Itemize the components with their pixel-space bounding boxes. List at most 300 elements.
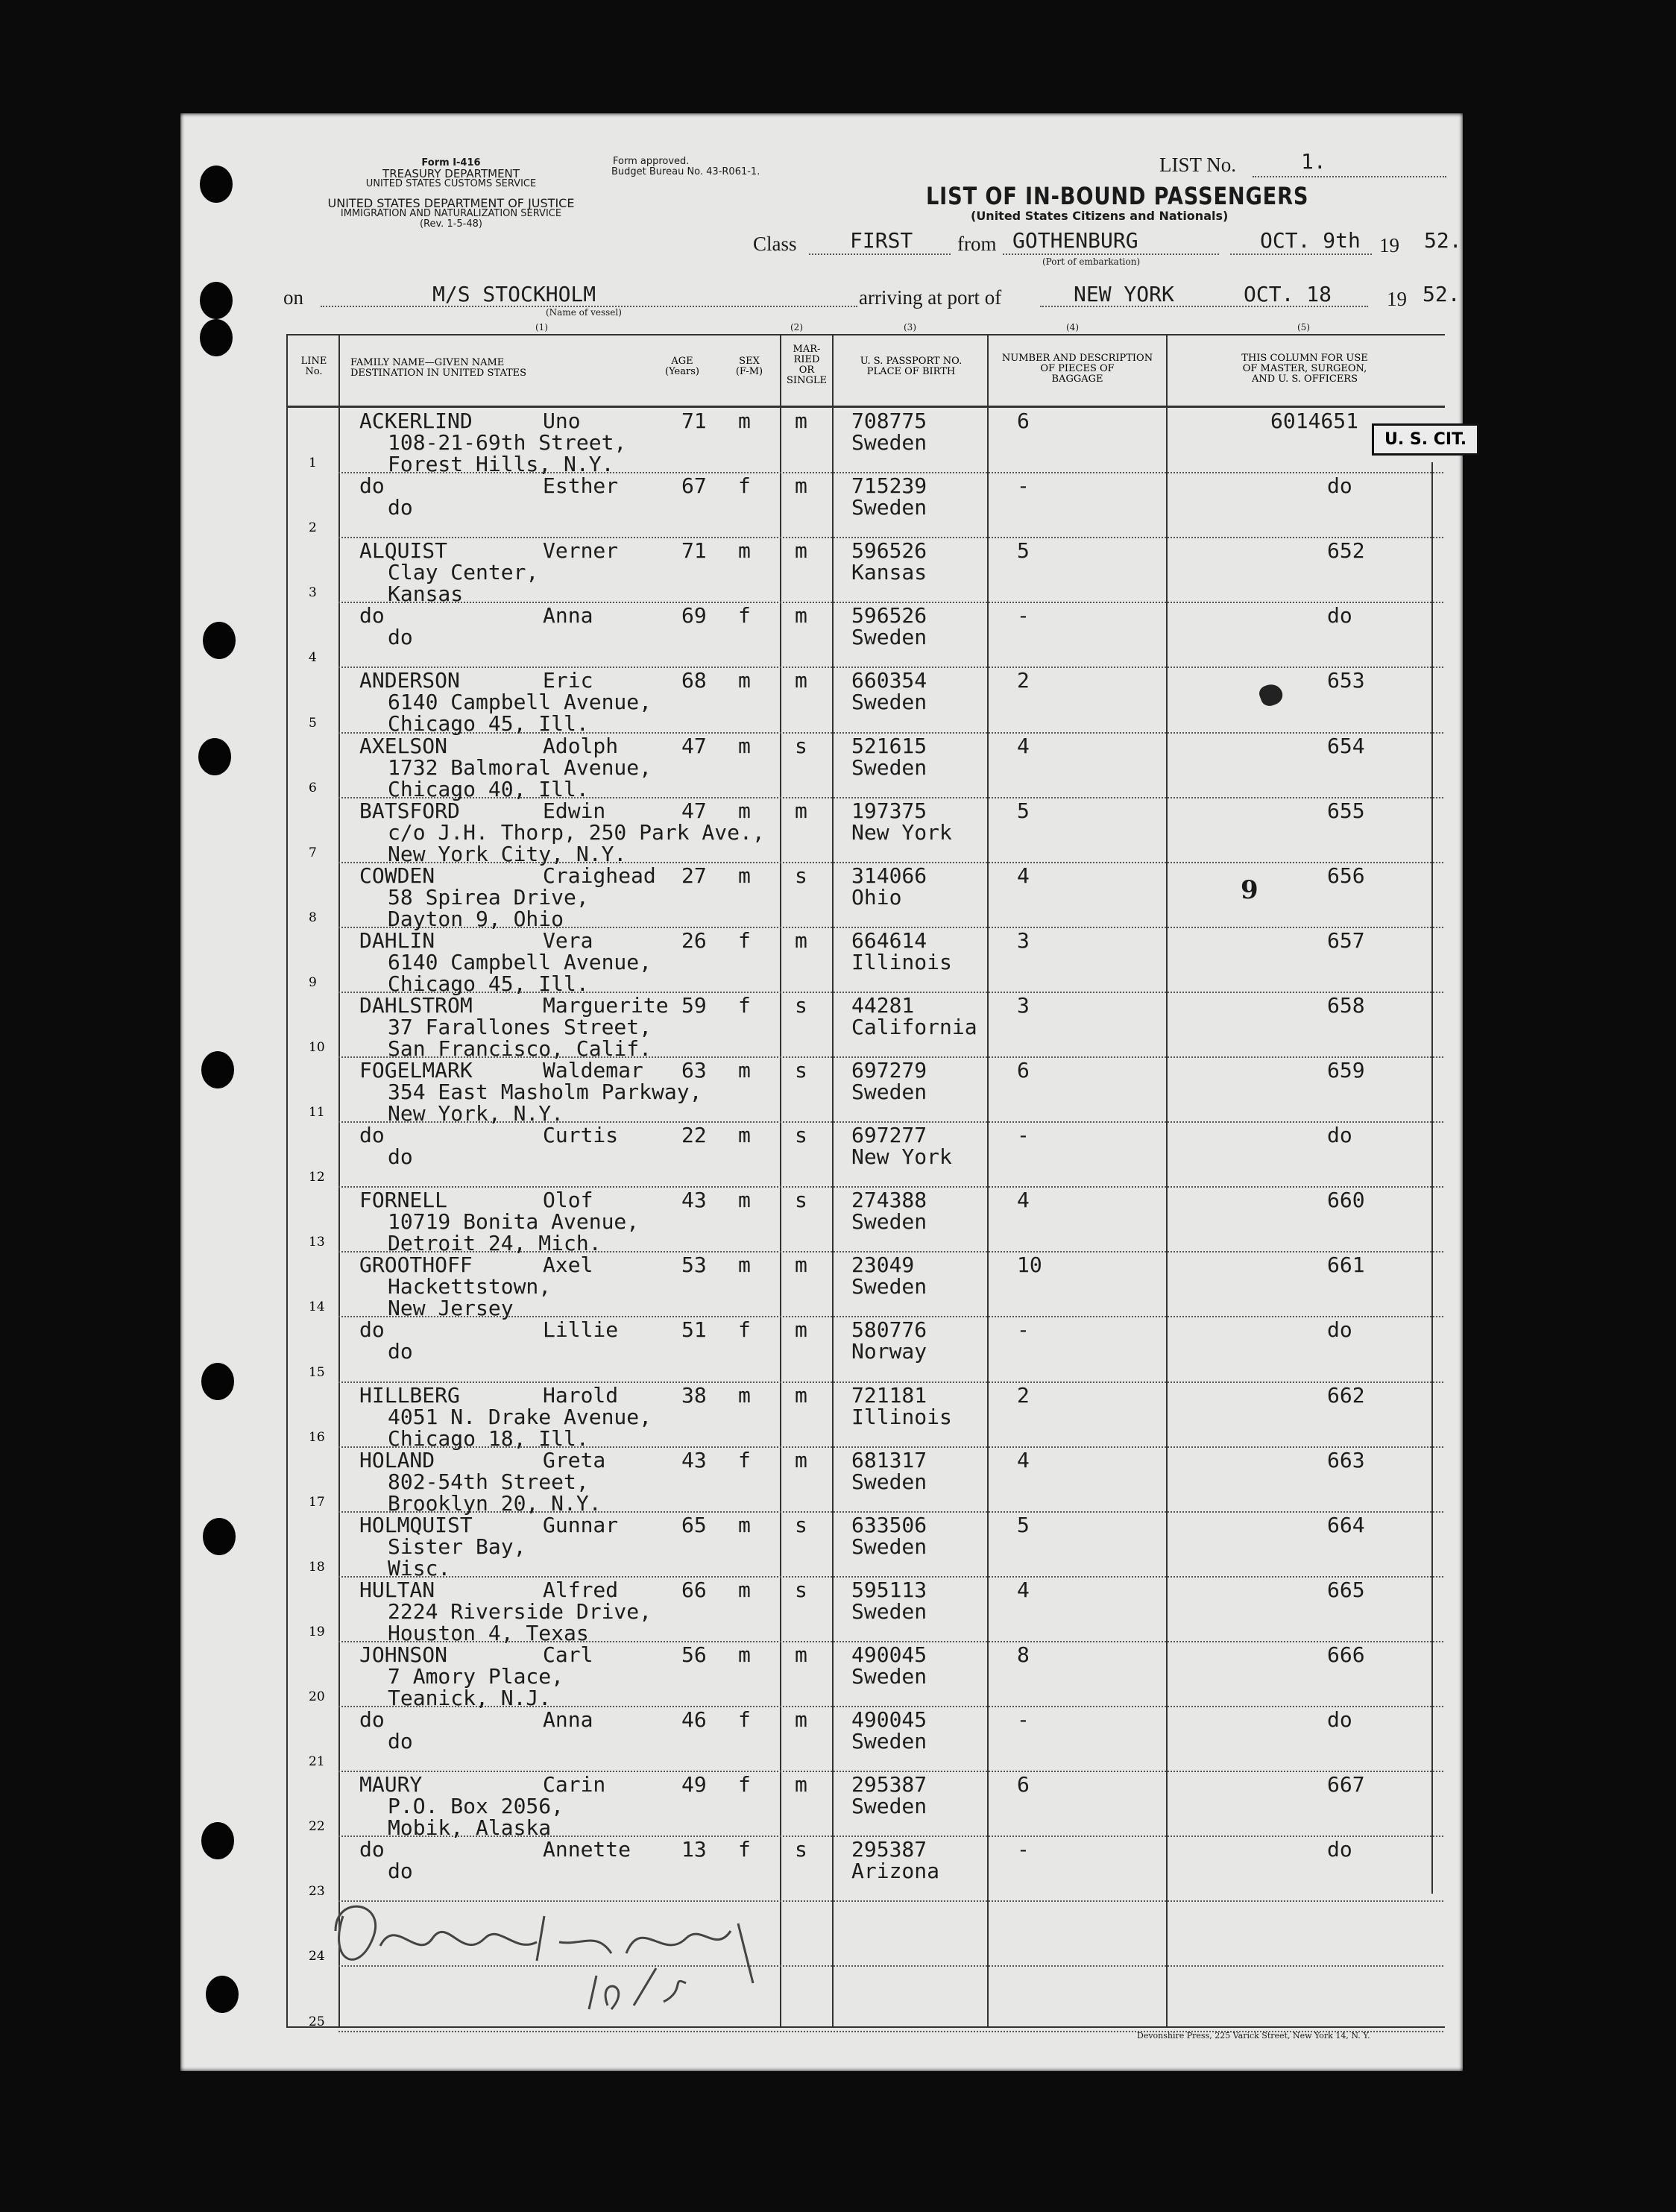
header-rule: [288, 406, 1445, 408]
col-header-passport: [839, 356, 983, 377]
col-divider: [780, 334, 781, 2026]
passenger-baggage: -: [1017, 1707, 1030, 1732]
line-number: 2: [309, 520, 317, 536]
passenger-age: 63: [681, 1058, 707, 1083]
passenger-age: 53: [681, 1252, 707, 1278]
col-header-married: [783, 344, 831, 386]
passenger-sex: m: [738, 1252, 751, 1278]
passenger-baggage: 2: [1017, 1382, 1030, 1408]
passenger-birthplace: New York: [851, 819, 952, 845]
approval-block: [611, 157, 760, 177]
passenger-given-name: Carl: [543, 1642, 593, 1667]
from-underline: [1003, 253, 1219, 255]
passenger-sex: f: [738, 1837, 751, 1862]
passenger-given-name: Harold: [543, 1382, 619, 1408]
passenger-baggage: 4: [1017, 1447, 1030, 1472]
passenger-age: 68: [681, 668, 707, 693]
col-divider: [1166, 334, 1168, 2026]
treasury-dept: TREASURY DEPARTMENT: [382, 167, 520, 180]
passenger-sex: m: [738, 1642, 751, 1667]
embark-port: GOTHENBURG: [1012, 228, 1138, 253]
passenger-age: 66: [681, 1577, 707, 1602]
passenger-marital-status: s: [795, 1123, 807, 1148]
passenger-marital-status: s: [795, 1058, 807, 1083]
passenger-age: 59: [681, 992, 707, 1018]
passenger-family-name: BATSFORD: [359, 798, 460, 823]
passenger-birthplace: Kansas: [851, 560, 927, 585]
passenger-family-name: FOGELMARK: [359, 1058, 473, 1083]
passenger-given-name: Anna: [543, 603, 593, 628]
line-number: 22: [309, 1819, 325, 1835]
line-number: 19: [309, 1624, 325, 1639]
line-number: 8: [309, 910, 317, 925]
passenger-family-name: AXELSON: [359, 733, 448, 758]
passenger-birthplace: California: [851, 1014, 977, 1039]
col-header-married-text: MAR- RIED OR SINGLE: [787, 344, 827, 386]
passenger-given-name: Eric: [543, 668, 593, 693]
arrival-year: 52.: [1423, 282, 1461, 306]
from-label: from: [957, 233, 997, 255]
passenger-given-name: Verner: [543, 538, 619, 564]
passenger-age: 26: [681, 927, 707, 953]
col-header-sex-text: SEX (F-M): [735, 356, 763, 377]
passenger-birthplace: Sweden: [851, 495, 927, 520]
list-number: 1.: [1301, 149, 1326, 174]
col-num-3: (3): [904, 322, 916, 333]
passenger-passport-no: 697277: [851, 1123, 927, 1148]
passenger-sex: f: [738, 1317, 751, 1343]
passenger-given-name: Waldemar: [543, 1058, 643, 1083]
passenger-sex: f: [738, 1707, 751, 1732]
passenger-age: 69: [681, 603, 707, 628]
passenger-baggage: 5: [1017, 798, 1030, 823]
passenger-family-name: do: [359, 1317, 385, 1343]
passenger-baggage: -: [1017, 603, 1030, 628]
passenger-baggage: 3: [1017, 927, 1030, 953]
class-label: Class: [753, 233, 797, 255]
col-header-officers: [1193, 353, 1417, 385]
passenger-marital-status: m: [795, 1772, 807, 1797]
passenger-passport-no: 314066: [851, 863, 927, 888]
passenger-dest-line2: Chicago 18, Ill.: [388, 1425, 589, 1451]
passenger-dest-line2: New York City, N.Y.: [388, 841, 627, 866]
list-underline: [1253, 176, 1446, 177]
passenger-birthplace: Sweden: [851, 1663, 927, 1689]
col-divider: [1431, 462, 1433, 1894]
binder-hole: [201, 1051, 234, 1088]
passenger-dest-line2: Brooklyn 20, N.Y.: [388, 1490, 602, 1516]
passenger-family-name: COWDEN: [359, 863, 435, 888]
passenger-passport-no: 664614: [851, 927, 927, 953]
passenger-given-name: Lillie: [543, 1317, 619, 1343]
passenger-dest-line1: 108-21-69th Street,: [388, 430, 627, 455]
passenger-dest-line2: Dayton 9, Ohio: [388, 906, 564, 931]
col-num-4: (4): [1066, 322, 1079, 333]
line-number: 15: [309, 1364, 325, 1380]
passenger-baggage: -: [1017, 1317, 1030, 1343]
line-number: 6: [309, 780, 317, 795]
passenger-dest-line1: do: [388, 1859, 413, 1884]
passenger-officer-note: 6014651: [1270, 409, 1359, 433]
passenger-passport-no: 23049: [851, 1252, 915, 1278]
passenger-age: 22: [681, 1123, 707, 1148]
passenger-passport-no: 708775: [851, 409, 927, 433]
passenger-officer-note: do: [1327, 1123, 1352, 1148]
passenger-family-name: FORNELL: [359, 1188, 448, 1213]
col-header-line-text: LINE No.: [300, 356, 327, 377]
passenger-birthplace: Norway: [851, 1339, 927, 1364]
col-header-baggage: [992, 353, 1163, 385]
passenger-officer-note: 657: [1327, 927, 1365, 953]
passenger-baggage: 6: [1017, 1058, 1030, 1083]
passenger-dest-line1: c/o J.H. Thorp, 250 Park Ave.,: [388, 819, 765, 845]
passenger-age: 65: [681, 1512, 707, 1537]
passenger-sex: m: [738, 538, 751, 564]
passenger-baggage: 6: [1017, 1772, 1030, 1797]
embark-year-prefix: 19: [1379, 234, 1399, 256]
passenger-baggage: 4: [1017, 733, 1030, 758]
passenger-marital-status: s: [795, 1512, 807, 1537]
line-number: 12: [309, 1170, 325, 1185]
passenger-family-name: do: [359, 1837, 385, 1862]
passenger-given-name: Uno: [543, 409, 581, 433]
passenger-marital-status: s: [795, 1837, 807, 1862]
passenger-sex: m: [738, 1512, 751, 1537]
passenger-marital-status: s: [795, 1577, 807, 1602]
passenger-passport-no: 197375: [851, 798, 927, 823]
passenger-dest-line1: do: [388, 625, 413, 650]
passenger-marital-status: m: [795, 1707, 807, 1732]
passenger-passport-no: 721181: [851, 1382, 927, 1408]
binder-hole: [201, 1822, 234, 1859]
line-number: 9: [309, 974, 317, 990]
col-num-5: (5): [1297, 322, 1310, 333]
passenger-officer-note: 652: [1327, 538, 1365, 564]
passenger-passport-no: 490045: [851, 1707, 927, 1732]
class-underline: [809, 253, 951, 255]
passenger-dest-line2: Chicago 40, Ill.: [388, 776, 589, 801]
passenger-passport-no: 681317: [851, 1447, 927, 1472]
col-header-age-text: AGE (Years): [665, 356, 699, 377]
passenger-birthplace: Sweden: [851, 1534, 927, 1559]
form-approved: Form approved.: [613, 156, 690, 167]
passenger-dest-line2: Chicago 45, Ill.: [388, 711, 589, 737]
passenger-dest-line2: Teanick, N.J.: [388, 1685, 552, 1710]
passenger-baggage: 6: [1017, 409, 1030, 433]
passenger-age: 49: [681, 1772, 707, 1797]
col-header-age: [655, 356, 710, 377]
passenger-age: 51: [681, 1317, 707, 1343]
margin-mark: 9: [1241, 875, 1258, 905]
passenger-baggage: 10: [1017, 1252, 1042, 1278]
passenger-birthplace: Arizona: [851, 1859, 940, 1884]
passenger-family-name: HULTAN: [359, 1577, 435, 1602]
passenger-baggage: -: [1017, 1837, 1030, 1862]
passenger-dest-line1: do: [388, 1144, 413, 1170]
passenger-passport-no: 521615: [851, 733, 927, 758]
passenger-passport-no: 715239: [851, 473, 927, 499]
col-divider: [338, 334, 340, 2026]
binder-hole: [203, 1518, 236, 1555]
passenger-marital-status: m: [795, 409, 807, 433]
passenger-family-name: do: [359, 1707, 385, 1732]
passenger-family-name: do: [359, 473, 385, 499]
arrival-date: OCT. 18: [1244, 282, 1332, 306]
passenger-age: 47: [681, 798, 707, 823]
passenger-given-name: Curtis: [543, 1123, 619, 1148]
passenger-given-name: Esther: [543, 473, 619, 499]
passenger-passport-no: 580776: [851, 1317, 927, 1343]
passenger-given-name: Vera: [543, 927, 593, 953]
passenger-dest-line2: San Francisco, Calif.: [388, 1036, 652, 1061]
passenger-dest-line2: Wisc.: [388, 1555, 451, 1581]
passenger-sex: m: [738, 1058, 751, 1083]
passenger-family-name: MAURY: [359, 1772, 423, 1797]
passenger-passport-no: 596526: [851, 538, 927, 564]
inspector-signature: [313, 1871, 835, 2028]
passenger-birthplace: Sweden: [851, 1598, 927, 1624]
passenger-passport-no: 660354: [851, 668, 927, 693]
passenger-passport-no: 295387: [851, 1837, 927, 1862]
passenger-dest-line1: Sister Bay,: [388, 1534, 526, 1559]
passenger-sex: m: [738, 1382, 751, 1408]
passenger-officer-note: 665: [1327, 1577, 1365, 1602]
passenger-given-name: Olof: [543, 1188, 593, 1213]
list-label: LIST No.: [1159, 154, 1237, 176]
line-number: 4: [309, 650, 317, 666]
arrival-port: NEW YORK: [1074, 282, 1174, 306]
binder-hole: [198, 738, 231, 775]
passenger-age: 67: [681, 473, 707, 499]
passenger-passport-no: 596526: [851, 603, 927, 628]
passenger-officer-note: do: [1327, 473, 1352, 499]
passenger-sex: f: [738, 992, 751, 1018]
passenger-age: 56: [681, 1642, 707, 1667]
col-num-1: (1): [535, 322, 548, 333]
passenger-passport-no: 697279: [851, 1058, 927, 1083]
passenger-officer-note: 656: [1327, 863, 1365, 888]
passenger-baggage: -: [1017, 1123, 1030, 1148]
passenger-given-name: Gunnar: [543, 1512, 619, 1537]
passenger-sex: f: [738, 927, 751, 953]
passenger-sex: m: [738, 668, 751, 693]
passenger-marital-status: m: [795, 1447, 807, 1472]
passenger-dest-line1: 2224 Riverside Drive,: [388, 1598, 652, 1624]
form-revision: (Rev. 1-5-48): [419, 218, 482, 230]
passenger-dest-line1: 6140 Campbell Avenue,: [388, 949, 652, 974]
binder-hole: [200, 319, 233, 356]
vessel-note: (Name of vessel): [546, 307, 622, 318]
passenger-passport-no: 595113: [851, 1577, 927, 1602]
passenger-dest-line1: do: [388, 495, 413, 520]
passenger-age: 71: [681, 538, 707, 564]
passenger-officer-note: 663: [1327, 1447, 1365, 1472]
passenger-officer-note: 667: [1327, 1772, 1365, 1797]
passenger-officer-note: 664: [1327, 1512, 1365, 1537]
us-citizen-stamp: U. S. CIT.: [1372, 423, 1479, 456]
passenger-dest-line1: 354 East Masholm Parkway,: [388, 1080, 702, 1104]
passenger-birthplace: Sweden: [851, 1274, 927, 1299]
passenger-dest-line1: 10719 Bonita Avenue,: [388, 1209, 640, 1235]
port-embark-note: (Port of embarkation): [1042, 256, 1141, 267]
passenger-dest-line2: Chicago 45, Ill.: [388, 971, 589, 996]
passenger-sex: m: [738, 863, 751, 888]
embark-date: OCT. 9th: [1260, 228, 1361, 253]
passenger-dest-line1: 4051 N. Drake Avenue,: [388, 1404, 652, 1429]
passenger-dest-line1: 7 Amory Place,: [388, 1663, 564, 1689]
passenger-marital-status: m: [795, 668, 807, 693]
col-header-name: [350, 358, 574, 379]
binder-hole: [201, 1363, 234, 1400]
passenger-marital-status: m: [795, 603, 807, 628]
passenger-baggage: 4: [1017, 1188, 1030, 1213]
passenger-sex: m: [738, 409, 751, 433]
arrival-year-prefix: 19: [1387, 288, 1407, 310]
passenger-marital-status: m: [795, 1642, 807, 1667]
passenger-dest-line1: 1732 Balmoral Avenue,: [388, 754, 652, 780]
passenger-family-name: do: [359, 1123, 385, 1148]
passenger-family-name: ALQUIST: [359, 538, 448, 564]
line-number: 18: [309, 1559, 325, 1575]
passenger-officer-note: 659: [1327, 1058, 1365, 1083]
passenger-dest-line1: do: [388, 1729, 413, 1753]
arriving-label: arriving at port of: [859, 286, 1002, 309]
line-number: 10: [309, 1040, 325, 1055]
passenger-birthplace: Sweden: [851, 1080, 927, 1104]
line-number: 3: [309, 585, 317, 601]
page-subtitle: (United States Citizens and Nationals): [971, 209, 1229, 223]
passenger-baggage: 4: [1017, 863, 1030, 888]
passenger-baggage: -: [1017, 473, 1030, 499]
passenger-baggage: 2: [1017, 668, 1030, 693]
passenger-sex: f: [738, 473, 751, 499]
form-number: Form I-416: [421, 157, 481, 168]
passenger-given-name: Carin: [543, 1772, 606, 1797]
col-num-2: (2): [790, 322, 803, 333]
passenger-marital-status: s: [795, 992, 807, 1018]
passenger-age: 43: [681, 1188, 707, 1213]
passenger-given-name: Craighead: [543, 863, 656, 888]
passenger-sex: m: [738, 1123, 751, 1148]
passenger-dest-line1: Clay Center,: [388, 560, 539, 585]
line-number: 14: [309, 1299, 325, 1315]
passenger-given-name: Alfred: [543, 1577, 619, 1602]
passenger-family-name: ANDERSON: [359, 668, 460, 693]
passenger-birthplace: Sweden: [851, 1469, 927, 1494]
line-number: 5: [309, 715, 317, 731]
passenger-marital-status: s: [795, 863, 807, 888]
passenger-birthplace: Illinois: [851, 949, 952, 974]
passenger-given-name: Adolph: [543, 733, 619, 758]
printer-footer: Devonshire Press, 225 Varick Street, New York 14, N. Y.: [1137, 2031, 1370, 2041]
passenger-dest-line1: P.O. Box 2056,: [388, 1794, 564, 1819]
passenger-passport-no: 633506: [851, 1512, 927, 1537]
customs-service: UNITED STATES CUSTOMS SERVICE: [365, 178, 537, 189]
line-number: 21: [309, 1754, 325, 1770]
justice-dept: UNITED STATES DEPARTMENT OF JUSTICE: [327, 196, 575, 210]
binder-hole: [206, 1976, 239, 2013]
binder-hole: [203, 622, 236, 659]
binder-hole: [200, 282, 233, 319]
passenger-family-name: JOHNSON: [359, 1642, 448, 1667]
col-header-name-text: FAMILY NAME—GIVEN NAME DESTINATION IN UNITED STATES: [350, 357, 527, 379]
passenger-officer-note: do: [1327, 1707, 1352, 1732]
passenger-passport-no: 490045: [851, 1642, 927, 1667]
line-number: 20: [309, 1689, 325, 1704]
passenger-sex: m: [738, 1188, 751, 1213]
passenger-age: 43: [681, 1447, 707, 1472]
passenger-officer-note: do: [1327, 1837, 1352, 1862]
passenger-dest-line2: New York, N.Y.: [388, 1101, 564, 1126]
passenger-birthplace: Sweden: [851, 430, 927, 455]
passenger-given-name: Greta: [543, 1447, 606, 1472]
passenger-birthplace: New York: [851, 1144, 952, 1170]
line-number: 11: [309, 1105, 325, 1121]
passenger-dest-line1: 802-54th Street,: [388, 1469, 589, 1494]
class-value: FIRST: [850, 228, 913, 253]
embark-year: 52.: [1424, 228, 1462, 253]
passenger-dest-line2: Mobik, Alaska: [388, 1815, 552, 1841]
passenger-dest-line1: 58 Spirea Drive,: [388, 884, 589, 910]
passenger-sex: m: [738, 733, 751, 758]
passenger-baggage: 8: [1017, 1642, 1030, 1667]
line-number: 17: [309, 1494, 325, 1510]
passenger-given-name: Annette: [543, 1837, 631, 1862]
passenger-family-name: DAHLSTROM: [359, 992, 473, 1018]
passenger-baggage: 4: [1017, 1577, 1030, 1602]
passenger-officer-note: 658: [1327, 992, 1365, 1018]
line-number: 13: [309, 1235, 325, 1250]
passenger-age: 47: [681, 733, 707, 758]
passenger-baggage: 5: [1017, 1512, 1030, 1537]
passenger-sex: m: [738, 1577, 751, 1602]
passenger-age: 13: [681, 1837, 707, 1862]
passenger-dest-line2: Kansas: [388, 582, 464, 607]
line-number: 7: [309, 845, 317, 860]
line-number: 1: [309, 456, 317, 471]
col-header-line: [291, 356, 337, 377]
passenger-birthplace: Illinois: [851, 1404, 952, 1429]
col-header-passport-text: U. S. PASSPORT NO. PLACE OF BIRTH: [860, 356, 963, 377]
passenger-given-name: Axel: [543, 1252, 593, 1278]
line-number: 23: [309, 1884, 325, 1900]
passenger-officer-note: 662: [1327, 1382, 1365, 1408]
passenger-marital-status: s: [795, 1188, 807, 1213]
passenger-birthplace: Ohio: [851, 884, 902, 910]
passenger-age: 46: [681, 1707, 707, 1732]
passenger-baggage: 3: [1017, 992, 1030, 1018]
passenger-marital-status: m: [795, 1382, 807, 1408]
passenger-marital-status: m: [795, 1317, 807, 1343]
passenger-marital-status: m: [795, 1252, 807, 1278]
passenger-passport-no: 44281: [851, 992, 915, 1018]
binder-hole: [200, 166, 233, 203]
passenger-age: 27: [681, 863, 707, 888]
ins-service: IMMIGRATION AND NATURALIZATION SERVICE: [340, 208, 562, 219]
passenger-family-name: do: [359, 603, 385, 628]
passenger-given-name: Marguerite: [543, 992, 669, 1018]
passenger-age: 38: [681, 1382, 707, 1408]
form-agency-block: [283, 158, 619, 189]
passenger-dest-line2: Detroit 24, Mich.: [388, 1231, 602, 1256]
passenger-dest-line2: Houston 4, Texas: [388, 1620, 589, 1645]
passenger-dest-line1: Hackettstown,: [388, 1274, 552, 1299]
passenger-birthplace: Sweden: [851, 1794, 927, 1819]
passenger-officer-note: 660: [1327, 1188, 1365, 1213]
passenger-given-name: Anna: [543, 1707, 593, 1732]
col-divider: [987, 334, 989, 2026]
passenger-dest-line1: 37 Farallones Street,: [388, 1014, 652, 1039]
